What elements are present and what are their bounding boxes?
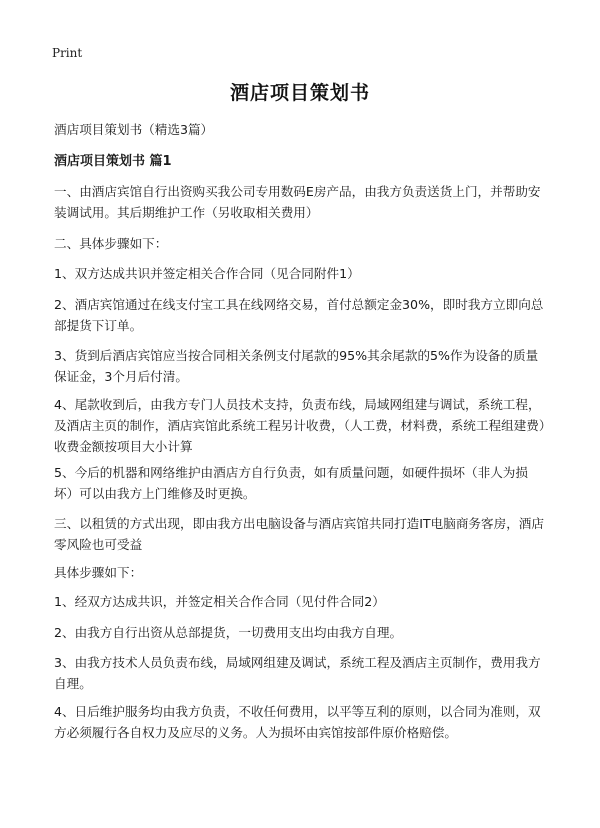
- paragraph-4: 2、酒店宾馆通过在线支付宝工具在线网络交易，首付总额定金30%，即时我方立即向总部提货下订单。: [54, 297, 544, 333]
- paragraph-11: 2、由我方自行出资从总部提货，一切费用支出均由我方自理。: [54, 625, 403, 640]
- paragraph-7: 5、今后的机器和网络维护由酒店方自行负责，如有质量问题，如硬件损坏（非人为损坏）可以由我方上门维修及时更换。: [54, 465, 528, 501]
- print-label[interactable]: Print: [52, 46, 83, 60]
- paragraph-12: 3、由我方技术人员负责布线，局域网组建及调试，系统工程及酒店主页制作，费用我方自理。: [54, 655, 541, 691]
- paragraph-3: 1、双方达成共识并签定相关合作合同（见合同附件1）: [54, 266, 360, 281]
- paragraph-9: 具体步骤如下：: [54, 565, 143, 580]
- paragraph-2: 二、具体步骤如下：: [54, 236, 168, 251]
- paragraph-1: 一、由酒店宾馆自行出资购买我公司专用数码E房产品，由我方负责送货上门，并帮助安装调试用。其后期维护工作（另收取相关费用）: [54, 184, 541, 220]
- document-subtitle: 酒店项目策划书（精选3篇）: [54, 122, 214, 137]
- paragraph-8: 三、以租赁的方式出现，即由我方出电脑设备与酒店宾馆共同打造IT电脑商务客房，酒店零风险也可受益: [54, 516, 544, 552]
- paragraph-5: 3、货到后酒店宾馆应当按合同相关条例支付尾款的95%其余尾款的5%作为设备的质量保证金，3个月后付清。: [54, 348, 539, 384]
- document-title: 酒店项目策划书: [229, 82, 370, 104]
- paragraph-6: 4、尾款收到后，由我方专门人员技术支持，负责布线，局域网组建与调试，系统工程，及酒店主页的制作，酒店宾馆此系统工程另计收费，（人工费，材料费，系统工程组建费）收费金额按项目大小计算: [54, 397, 546, 454]
- paragraph-13: 4、日后维护服务均由我方负责，不收任何费用，以平等互利的原则，以合同为准则，双方必须履行各自权力及应尽的义务。人为损坏由宾馆按部件原价格赔偿。: [54, 704, 541, 740]
- paragraph-10: 1、经双方达成共识，并签定相关合作合同（见付件合同2）: [54, 594, 385, 609]
- section-heading: 酒店项目策划书 篇1: [54, 154, 172, 169]
